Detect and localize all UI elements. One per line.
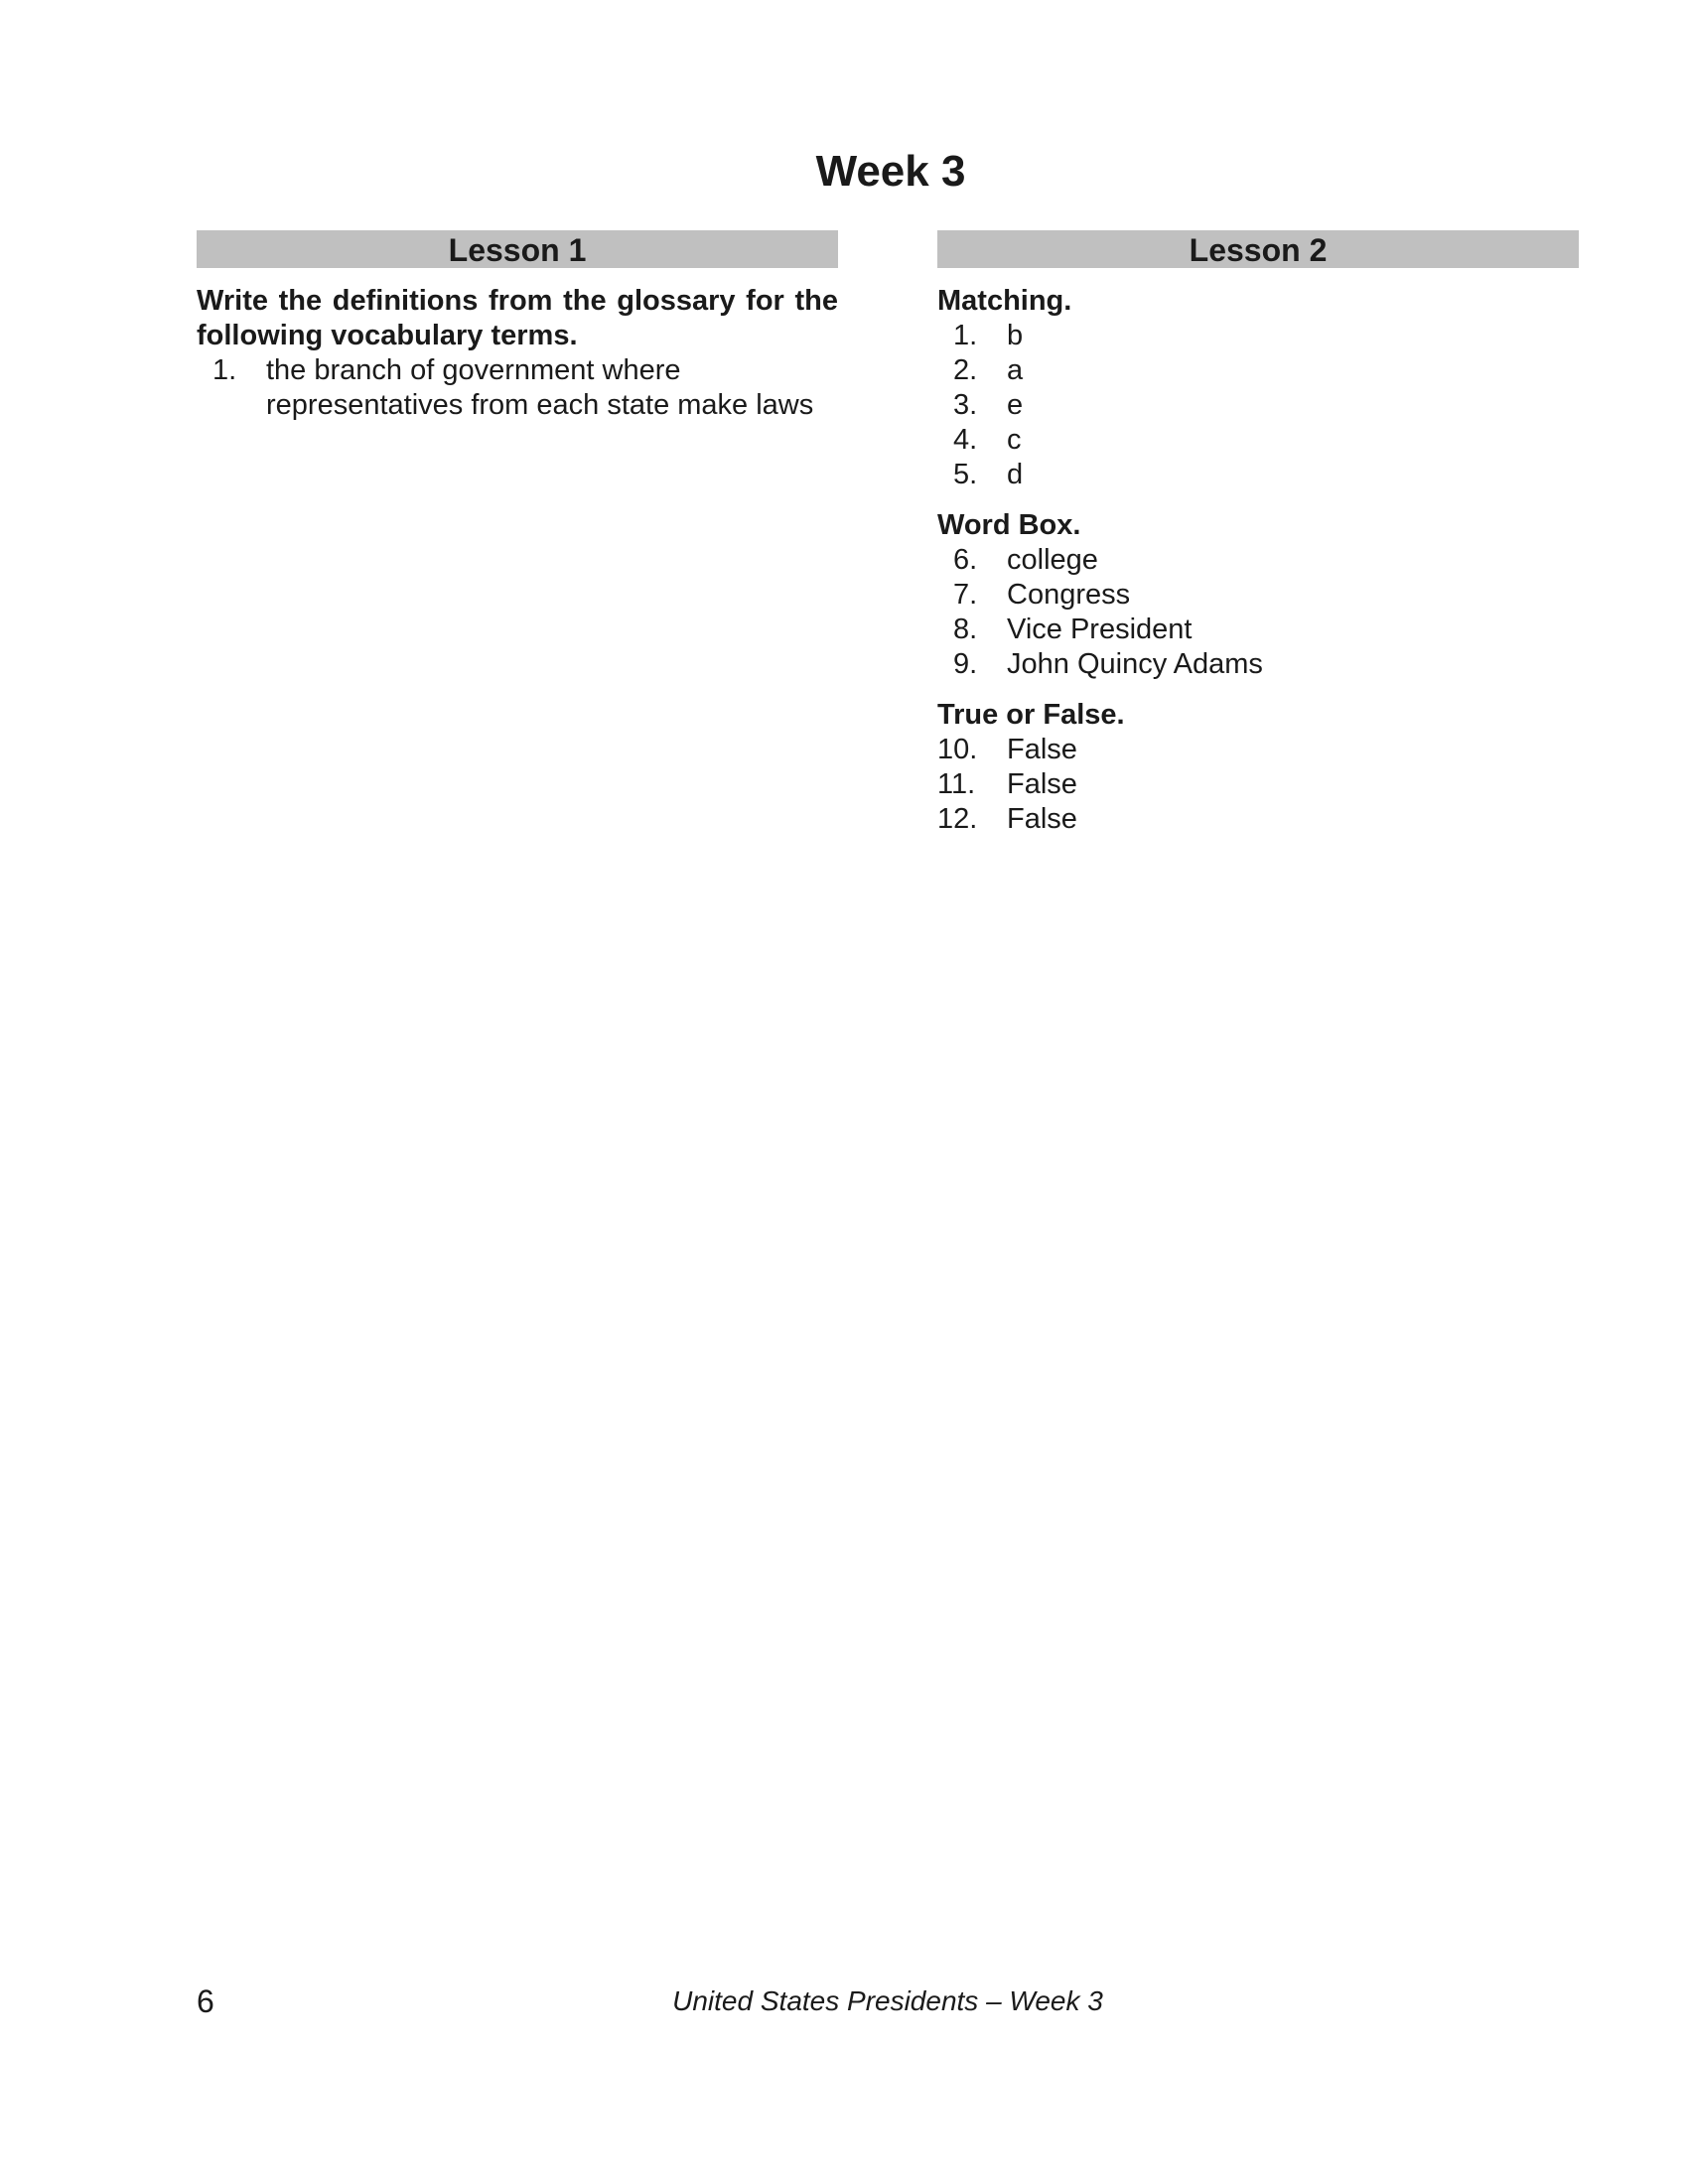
page-title: Week 3 (815, 147, 966, 196)
item-text: False (1007, 734, 1077, 765)
true-or-false-answer-list (937, 733, 1579, 837)
item-number: 6. (953, 544, 978, 576)
word-box-answer-list (937, 543, 1579, 682)
item-number: 9. (953, 648, 978, 680)
page-number: 6 (197, 1983, 214, 2019)
list-item (937, 802, 1579, 837)
list-item (937, 578, 1579, 613)
item-number: 2. (953, 354, 978, 386)
lesson-1-answer-list (197, 353, 838, 423)
word-box-heading: Word Box. (937, 509, 1081, 541)
matching-heading: Matching. (937, 285, 1072, 317)
item-text: John Quincy Adams (1007, 648, 1263, 680)
list-item (937, 767, 1579, 802)
list-item (937, 423, 1579, 458)
matching-answer-list (937, 319, 1579, 492)
list-item (197, 353, 838, 423)
lesson-1-column (197, 230, 838, 423)
lesson-2-column (937, 230, 1579, 837)
list-item (937, 388, 1579, 423)
list-item (937, 613, 1579, 647)
item-text: Vice President (1007, 614, 1193, 645)
list-item (937, 458, 1579, 492)
item-text: e (1007, 389, 1024, 421)
lesson-1-instruction: Write the definitions from the glossary for the following vocabulary terms. (197, 285, 838, 351)
item-text: Congress (1007, 579, 1131, 611)
item-number: 12. (937, 803, 978, 835)
list-item (937, 543, 1579, 578)
list-item (937, 647, 1579, 682)
lesson-2-header: Lesson 2 (937, 230, 1579, 268)
list-item (937, 353, 1579, 388)
item-number: 1. (212, 354, 237, 386)
item-text: the branch of government where representatives from each state make laws (266, 354, 814, 421)
item-number: 3. (953, 389, 978, 421)
item-text: b (1007, 320, 1024, 351)
list-item (937, 733, 1579, 767)
item-number: 8. (953, 614, 978, 645)
item-text: c (1007, 424, 1022, 456)
item-number: 10. (937, 734, 978, 765)
item-number: 4. (953, 424, 978, 456)
item-text: a (1007, 354, 1024, 386)
item-number: 7. (953, 579, 978, 611)
item-text: d (1007, 459, 1024, 490)
item-number: 1. (953, 320, 978, 351)
item-number: 5. (953, 459, 978, 490)
lesson-1-header: Lesson 1 (197, 230, 838, 268)
true-or-false-heading: True or False. (937, 699, 1125, 731)
item-text: False (1007, 803, 1077, 835)
item-text: False (1007, 768, 1077, 800)
list-item (937, 319, 1579, 353)
item-text: college (1007, 544, 1098, 576)
item-number: 11. (937, 768, 976, 800)
footer-title: United States Presidents – Week 3 (672, 1985, 1103, 2016)
